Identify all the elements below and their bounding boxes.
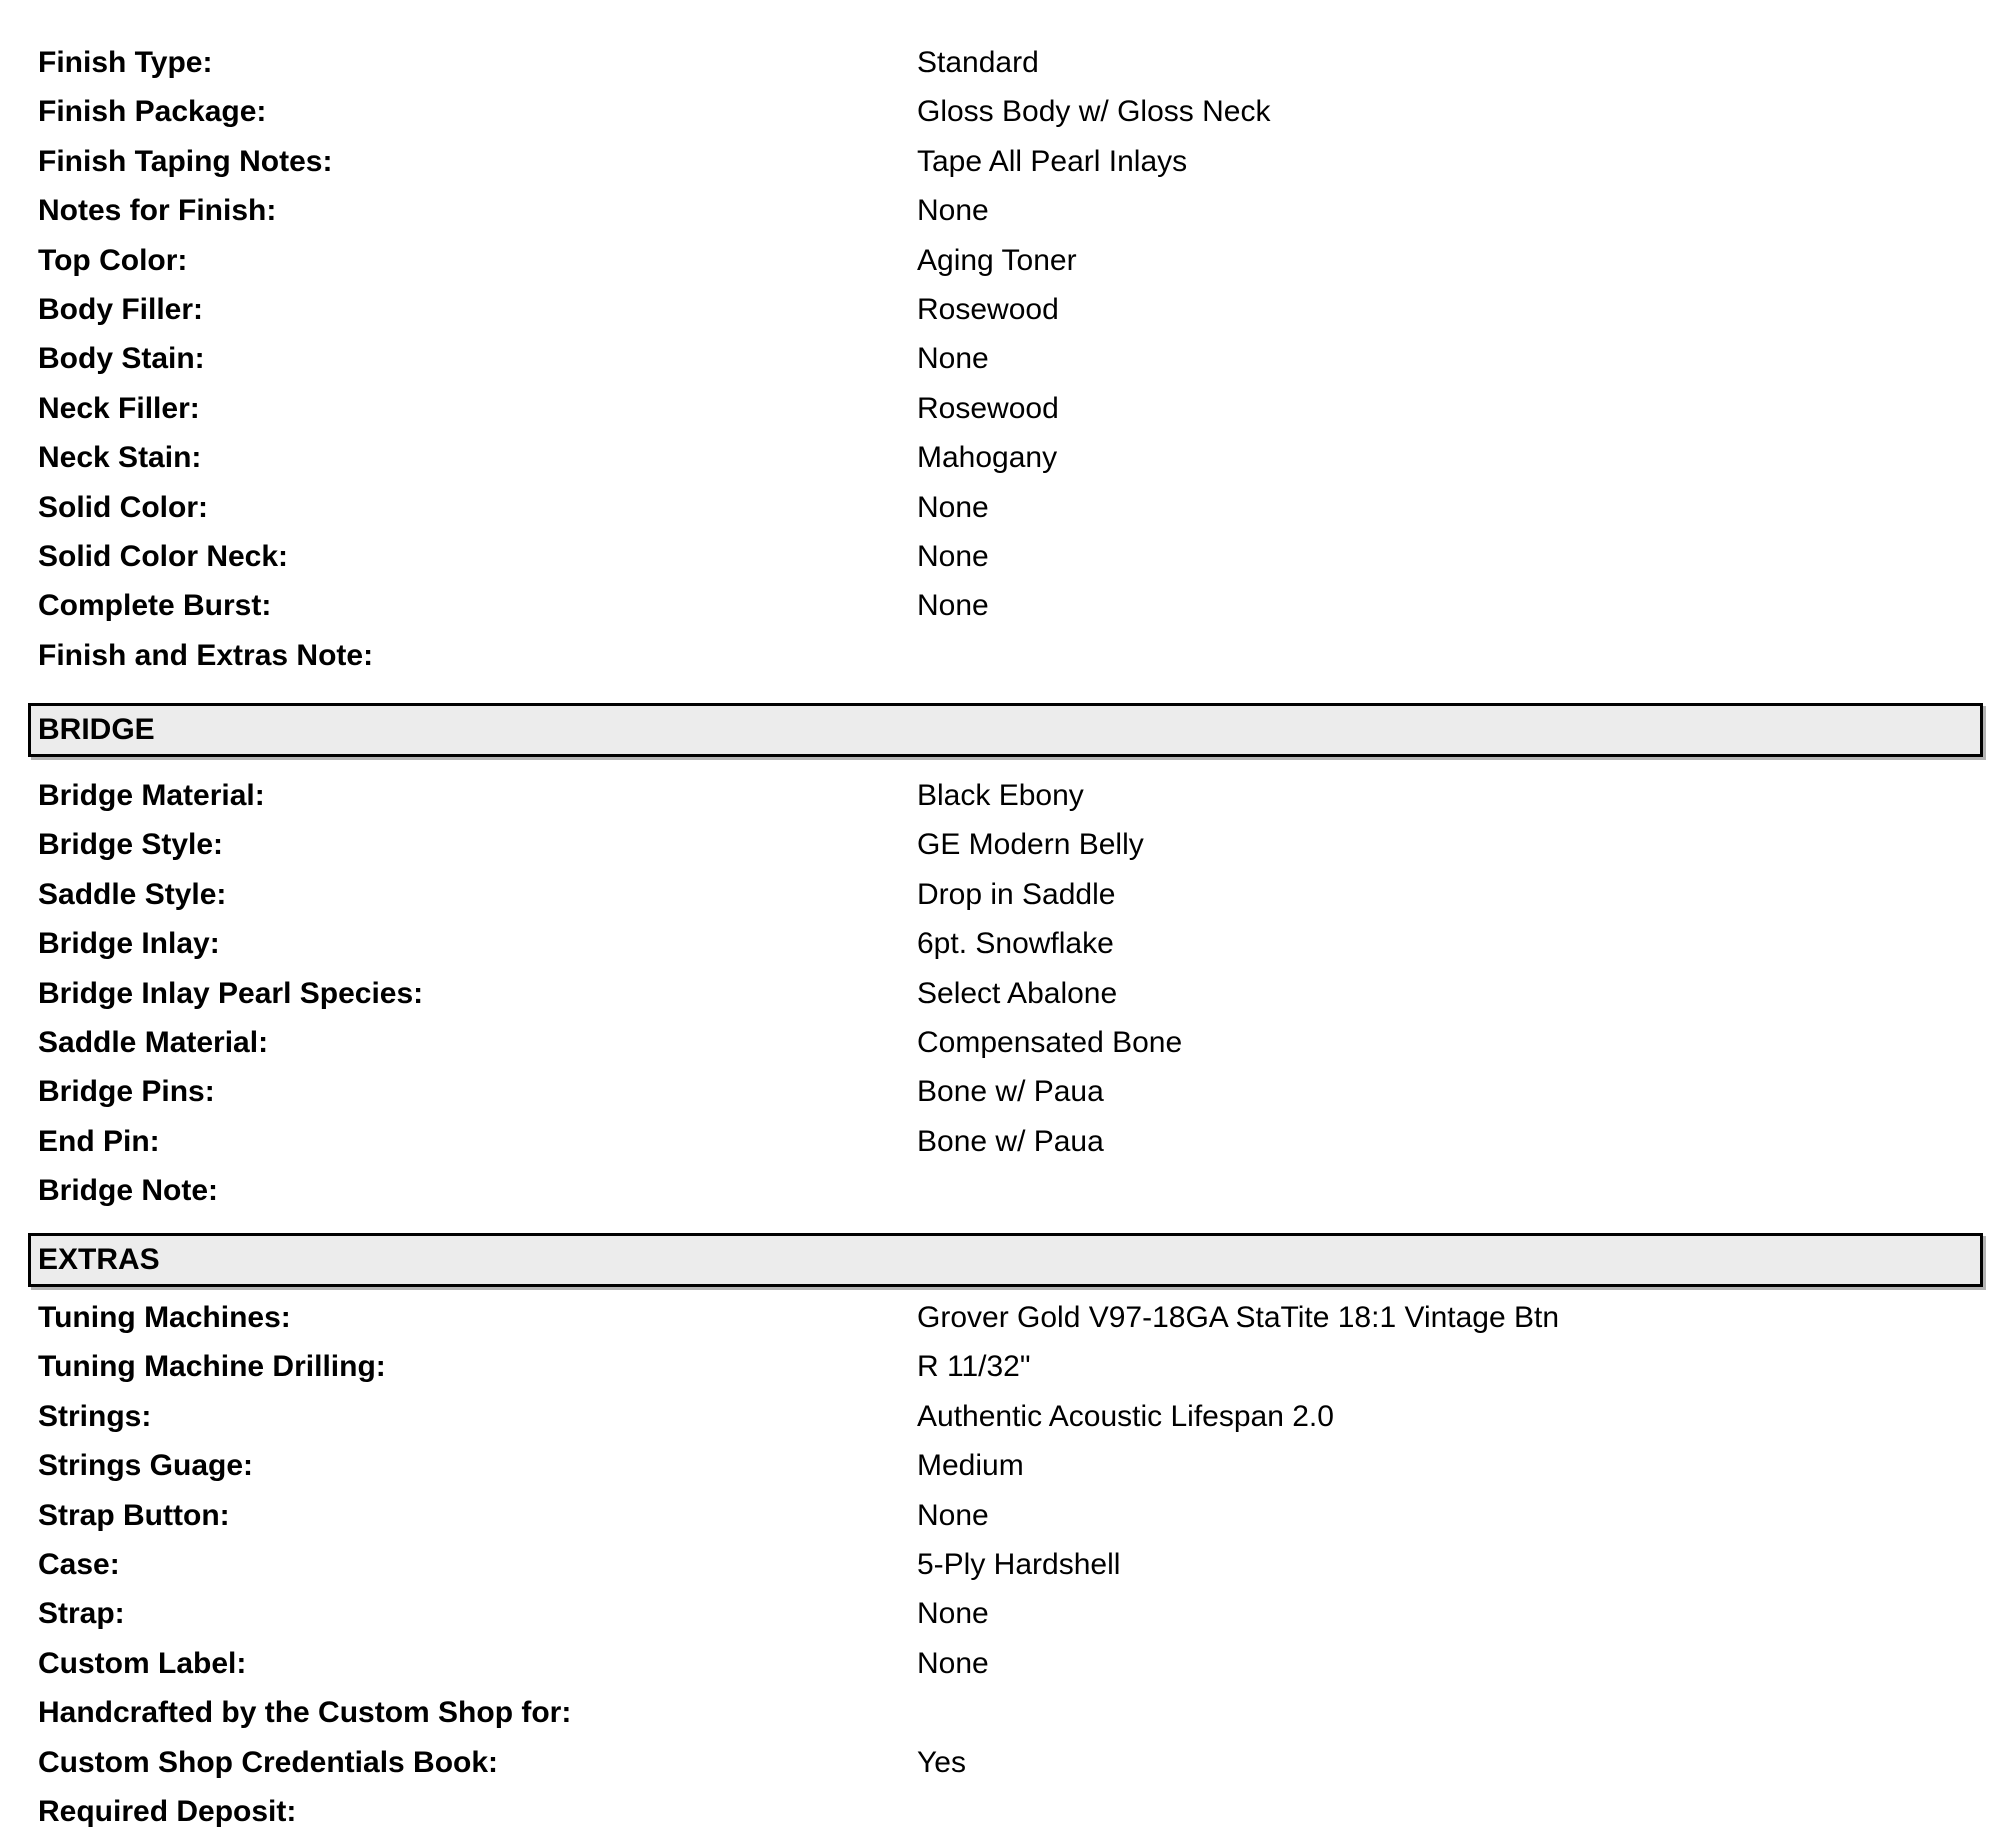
spec-row — [38, 1018, 1990, 1067]
spec-row — [38, 1342, 1990, 1391]
spec-value: Mahogany — [917, 441, 1058, 475]
spec-label: Bridge Style: — [38, 828, 224, 862]
spec-label: Strings Guage: — [38, 1449, 254, 1483]
spec-label: Strap: — [38, 1597, 125, 1631]
spec-label: Finish and Extras Note: — [38, 638, 374, 672]
spec-row — [38, 532, 1990, 581]
spec-value: Grover Gold V97-18GA StaTite 18:1 Vintage Btn — [917, 1301, 1560, 1334]
spec-value: Black Ebony — [917, 779, 1084, 812]
spec-value: Select Abalone — [917, 976, 1118, 1010]
finish-section-rows — [38, 38, 1990, 680]
spec-value: None — [917, 194, 989, 228]
spec-label: End Pin: — [38, 1124, 160, 1158]
spec-value: Tape All Pearl Inlays — [917, 144, 1188, 178]
spec-row — [38, 236, 1990, 285]
spec-row — [38, 1688, 1990, 1737]
spec-value: Rosewood — [917, 292, 1059, 326]
spec-value: 5-Ply Hardshell — [917, 1547, 1121, 1581]
spec-label: Finish Package: — [38, 95, 267, 129]
spec-label: Bridge Inlay Pearl Species: — [38, 976, 424, 1010]
spec-row — [38, 631, 1990, 680]
spec-label: Saddle Material: — [38, 1025, 269, 1059]
spec-label: Case: — [38, 1547, 120, 1581]
spec-row — [38, 870, 1990, 919]
spec-label: Bridge Note: — [38, 1174, 218, 1208]
spec-row — [38, 38, 1990, 87]
spec-value: Authentic Acoustic Lifespan 2.0 — [917, 1399, 1334, 1433]
spec-row — [38, 1589, 1990, 1638]
spec-label: Handcrafted by the Custom Shop for: — [38, 1696, 572, 1730]
spec-value: None — [917, 490, 989, 524]
spec-value: Medium — [917, 1449, 1024, 1483]
spec-row — [38, 186, 1990, 235]
spec-label: Bridge Material: — [38, 779, 265, 812]
spec-value: 6pt. Snowflake — [917, 927, 1114, 961]
spec-row — [38, 581, 1990, 630]
section-header-extras — [28, 1233, 1983, 1287]
spec-row — [38, 1166, 1990, 1215]
spec-value: Bone w/ Paua — [917, 1075, 1104, 1109]
spec-label: Complete Burst: — [38, 589, 272, 623]
spec-label: Finish Type: — [38, 46, 213, 79]
spec-label: Strap Button: — [38, 1498, 230, 1532]
spec-label: Neck Filler: — [38, 391, 200, 425]
spec-row — [38, 1293, 1990, 1342]
spec-label: Solid Color: — [38, 490, 208, 524]
spec-label: Bridge Pins: — [38, 1075, 215, 1109]
spec-value: Standard — [917, 46, 1039, 79]
section-header-extras-label: EXTRAS — [38, 1243, 160, 1276]
spec-row — [38, 384, 1990, 433]
spec-value: Compensated Bone — [917, 1025, 1183, 1059]
spec-label: Tuning Machine Drilling: — [38, 1350, 386, 1384]
spec-value: Yes — [917, 1745, 966, 1779]
spec-value: Drop in Saddle — [917, 877, 1116, 911]
section-header-bridge-label: BRIDGE — [38, 713, 155, 746]
spec-label: Neck Stain: — [38, 441, 202, 475]
spec-row — [38, 433, 1990, 482]
spec-row — [38, 1392, 1990, 1441]
spec-row — [38, 137, 1990, 186]
spec-value: Bone w/ Paua — [917, 1124, 1104, 1158]
spec-row — [38, 1738, 1990, 1787]
spec-value: Aging Toner — [917, 243, 1077, 277]
spec-value: None — [917, 1597, 989, 1631]
spec-row — [38, 1067, 1990, 1116]
spec-row — [38, 483, 1990, 532]
spec-label: Tuning Machines: — [38, 1301, 291, 1334]
spec-row — [38, 1787, 1990, 1836]
spec-value: R 11/32" — [917, 1350, 1031, 1384]
spec-row — [38, 334, 1990, 383]
spec-value: Rosewood — [917, 391, 1059, 425]
spec-value: None — [917, 342, 989, 376]
spec-label: Strings: — [38, 1399, 152, 1433]
spec-label: Body Stain: — [38, 342, 205, 376]
spec-row — [38, 969, 1990, 1018]
spec-value: GE Modern Belly — [917, 828, 1144, 862]
spec-value: None — [917, 1498, 989, 1532]
spec-value: None — [917, 589, 989, 623]
spec-value: None — [917, 539, 989, 573]
spec-label: Solid Color Neck: — [38, 539, 289, 573]
spec-row — [38, 285, 1990, 334]
spec-label: Finish Taping Notes: — [38, 144, 333, 178]
spec-label: Bridge Inlay: — [38, 927, 220, 961]
spec-value: None — [917, 1646, 989, 1680]
spec-row — [38, 820, 1990, 869]
spec-row — [38, 1441, 1990, 1490]
spec-value: Gloss Body w/ Gloss Neck — [917, 95, 1271, 129]
spec-row — [38, 1491, 1990, 1540]
spec-label: Custom Label: — [38, 1646, 247, 1680]
spec-label: Saddle Style: — [38, 877, 227, 911]
extras-section-rows — [38, 1293, 1990, 1836]
spec-row — [38, 87, 1990, 136]
spec-label: Custom Shop Credentials Book: — [38, 1745, 499, 1779]
spec-label: Top Color: — [38, 243, 188, 277]
section-header-bridge — [28, 703, 1983, 757]
bridge-section-rows — [38, 771, 1990, 1216]
spec-label: Body Filler: — [38, 292, 204, 326]
spec-label: Notes for Finish: — [38, 194, 277, 228]
spec-row — [38, 919, 1990, 968]
spec-row — [38, 1117, 1990, 1166]
spec-row — [38, 771, 1990, 820]
spec-row — [38, 1639, 1990, 1688]
spec-label: Required Deposit: — [38, 1794, 297, 1828]
spec-row — [38, 1540, 1990, 1589]
